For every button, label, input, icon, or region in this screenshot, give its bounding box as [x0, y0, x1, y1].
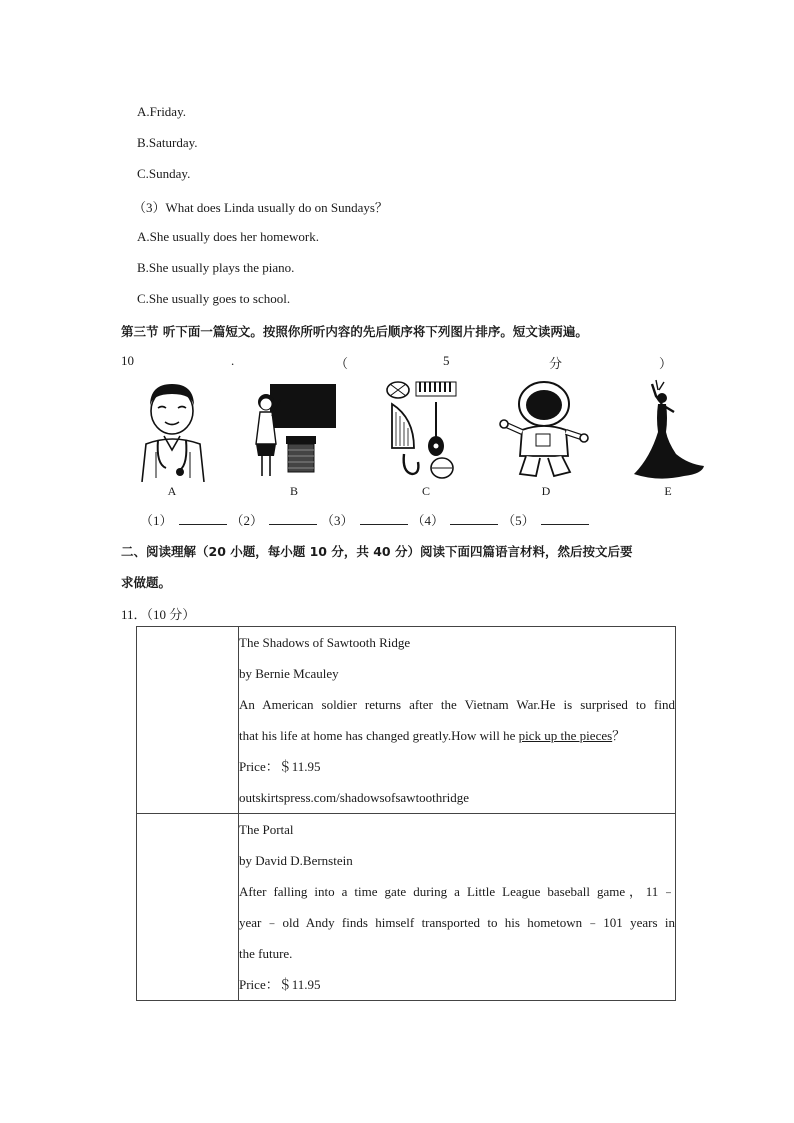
book-1-title: The Shadows of Sawtooth Ridge — [239, 635, 411, 650]
answer-blank-1[interactable] — [179, 512, 227, 525]
answer-blank-4[interactable] — [450, 512, 498, 525]
blank-label-3: （3） — [321, 513, 354, 528]
book-1-desc-line2-end: ？ — [612, 728, 626, 743]
book-1-desc-line2 — [239, 720, 675, 751]
picture-a — [134, 378, 214, 498]
q10-points-unit: 分 — [549, 356, 563, 371]
book-1-author: by Bernie Mcauley — [239, 666, 339, 681]
q10-number: 10 — [121, 353, 134, 368]
book-2-info — [239, 814, 676, 1001]
q10-dot: . — [231, 353, 235, 368]
book-1-info — [239, 627, 676, 814]
q3-option-b: B.She usually plays the piano. — [137, 260, 295, 275]
q10-header — [121, 353, 673, 371]
blank-label-5: （5） — [502, 513, 535, 528]
picture-b-label: B — [289, 484, 298, 498]
picture-c — [384, 378, 460, 498]
book-2-author: by David D.Bernstein — [239, 853, 353, 868]
book-2-price: Price：＄11.95 — [239, 977, 321, 992]
q11-number: 11．（10 分） — [121, 607, 196, 622]
instruments-illustration — [384, 378, 460, 482]
blank-label-4: （4） — [411, 513, 445, 528]
q10-paren-open: （ — [335, 356, 349, 371]
book-2-desc-line2: year﹣old Andy finds himself transported to his hometown﹣101 years in — [239, 915, 675, 930]
part2-heading-line2: 求做题。 — [121, 575, 172, 590]
picture-d-label: D — [541, 484, 551, 498]
q2-option-b: B.Saturday. — [137, 135, 198, 150]
picture-d — [498, 378, 590, 498]
book-2-desc-line3: the future. — [239, 946, 293, 961]
book-1-desc-line1: An American soldier returns after the Vietnam War.He is surprised to find — [239, 697, 675, 712]
part2-heading-line1: 二、阅读理解（20 小题，每小题 10 分，共 40 分）阅读下面四篇语言材料，然后按文后要 — [121, 544, 633, 559]
teacher-illustration — [250, 378, 340, 482]
book-table — [136, 626, 676, 1001]
answer-blank-3[interactable] — [360, 512, 408, 525]
answer-blank-2[interactable] — [269, 512, 317, 525]
book-2-desc-line1: After falling into a time gate during a Little League baseball game，11﹣ — [239, 884, 675, 899]
blank-label-2: （2） — [230, 513, 264, 528]
section3-heading: 第三节 听下面一篇短文。按照你所听内容的先后顺序将下列图片排序。短文读两遍。 — [121, 324, 588, 339]
blank-label-1: （1） — [140, 513, 173, 528]
picture-b — [250, 378, 340, 498]
picture-e-label: E — [664, 484, 672, 498]
underlined-phrase: pick up the pieces — [518, 728, 613, 743]
doctor-illustration — [134, 378, 214, 482]
book-1-image-cell — [137, 627, 239, 814]
q2-option-c: C.Sunday. — [137, 166, 191, 181]
picture-a-label: A — [167, 484, 177, 498]
q2-option-a: A.Friday. — [137, 104, 186, 119]
q3-stem: （3）What does Linda usually do on Sundays？ — [133, 200, 388, 215]
book-1-price: Price：＄11.95 — [239, 759, 321, 774]
book-row-1 — [137, 627, 676, 814]
ordering-blanks — [140, 510, 593, 529]
answer-blank-5[interactable] — [541, 512, 589, 525]
picture-c-label: C — [421, 484, 430, 498]
dancer-illustration — [628, 378, 708, 482]
book-2-image-cell — [137, 814, 239, 1001]
book-2-title: The Portal — [239, 822, 294, 837]
book-1-desc-line2-text: that his life at home has changed greatly.How will he — [239, 728, 519, 743]
book-1-url: outskirtspress.com/shadowsofsawtoothridge — [239, 790, 470, 805]
picture-e — [628, 378, 708, 498]
q3-option-a: A.She usually does her homework. — [137, 229, 319, 244]
q10-paren-close: ） — [659, 356, 673, 371]
q10-points: 5 — [443, 353, 450, 368]
astronaut-illustration — [498, 378, 590, 482]
q3-option-c: C.She usually goes to school. — [137, 291, 291, 306]
book-row-2 — [137, 814, 676, 1001]
